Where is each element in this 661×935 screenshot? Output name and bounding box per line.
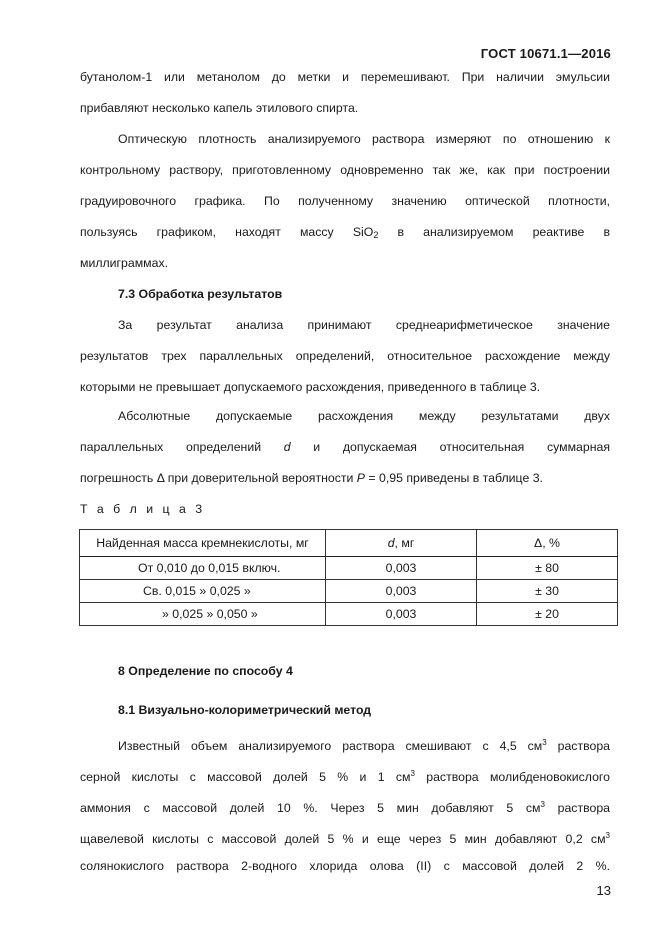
superscript: 3 — [605, 831, 610, 840]
text-line — [80, 727, 610, 758]
text-line: Оптическую плотность анализируемого раствора измеряют по отношению к — [118, 132, 610, 146]
table-row — [80, 603, 618, 626]
table-cell: ± 80 — [477, 557, 618, 580]
variable-p: P — [356, 471, 365, 485]
table-header-row — [80, 530, 618, 557]
paragraph-2 — [80, 124, 610, 279]
text-line — [80, 217, 610, 248]
text-line: градуировочного графика. По полученному значению оптической плотности, — [80, 194, 610, 208]
page-number: 13 — [596, 883, 611, 898]
text-fragment: , мг — [394, 536, 415, 550]
text-fragment: раствора — [544, 801, 610, 815]
table-cell: 0,003 — [326, 580, 477, 603]
paragraph-4 — [80, 401, 610, 494]
table-caption: Т а б л и ц а 3 — [80, 502, 206, 516]
text-fragment: параллельных определений — [80, 440, 284, 454]
text-line — [80, 820, 610, 851]
table-cell: 0,003 — [326, 603, 477, 626]
text-line: которыми не превышает допускаемого расхождения, приведенного в таблице 3. — [80, 380, 541, 394]
text-fragment: щавелевой кислоты с массовой долей 5 % и еще через 5 мин добавляют 0,2 см — [80, 832, 606, 846]
variable-d: d — [387, 536, 395, 550]
table-cell: Св. 0,015 » 0,025 » — [80, 580, 326, 603]
text-line: бутанолом-1 или метанолом до метки и перемешивают. При наличии эмульсии — [80, 70, 610, 84]
subscript: 2 — [373, 230, 379, 240]
text-line — [80, 432, 610, 463]
text-fragment: в анализируемом реактиве в — [378, 225, 610, 239]
paragraph-3 — [80, 310, 610, 403]
column-header-delta: Δ, % — [477, 530, 618, 557]
section-heading-7-3: 7.3 Обработка результатов — [118, 287, 283, 301]
paragraph-5 — [80, 727, 610, 882]
table-cell: ± 30 — [477, 580, 618, 603]
document-code: ГОСТ 10671.1—2016 — [480, 46, 611, 61]
text-fragment: погрешность Δ при доверительной вероятности — [80, 471, 357, 485]
text-fragment: пользуясь графиком, находят массу SiO — [80, 225, 374, 239]
section-heading-8-1: 8.1 Визуально-колориметрический метод — [118, 703, 372, 717]
column-header-mass: Найденная масса кремнекислоты, мг — [80, 530, 326, 557]
superscript: 3 — [542, 738, 547, 747]
text-line — [80, 789, 610, 820]
text-line: прибавляют несколько капель этилового спирта. — [80, 101, 359, 115]
text-fragment: = 0,95 приведены в таблице 3. — [364, 471, 543, 485]
text-line: солянокислого раствора 2-водного хлорида олова (II) с массовой долей 2 %. — [80, 859, 610, 873]
text-line: Абсолютные допускаемые расхождения между результатами двух — [118, 409, 610, 423]
text-fragment: серной кислоты с массовой долей 5 % и 1 см — [80, 770, 411, 784]
table-cell: ± 20 — [477, 603, 618, 626]
superscript: 3 — [410, 769, 415, 778]
paragraph-1 — [80, 62, 610, 124]
table-row — [80, 557, 618, 580]
variable-d: d — [283, 440, 291, 454]
table-cell: » 0,025 » 0,050 » — [80, 603, 326, 626]
text-fragment: раствора молибденовокислого — [414, 770, 610, 784]
text-line — [80, 758, 610, 789]
text-line: результатов трех параллельных определений, относительное расхождение между — [80, 349, 610, 363]
table-cell: 0,003 — [326, 557, 477, 580]
text-fragment: Известный объем анализируемого раствора смешивают с 4,5 см — [118, 739, 543, 753]
text-line — [80, 463, 610, 494]
superscript: 3 — [540, 800, 545, 809]
text-line: миллиграммах. — [80, 256, 169, 270]
text-line: За результат анализа принимают среднеарифметическое значение — [118, 318, 610, 332]
text-line: контрольному раствору, приготовленному одновременно так же, как при построении — [80, 163, 610, 177]
text-fragment: раствора — [546, 739, 610, 753]
column-header-d — [326, 530, 477, 557]
table-row — [80, 580, 618, 603]
text-fragment: и допускаемая относительная суммарная — [290, 440, 610, 454]
results-table — [79, 529, 618, 626]
table-cell: От 0,010 до 0,015 включ. — [80, 557, 326, 580]
section-heading-8: 8 Определение по способу 4 — [118, 664, 293, 678]
text-fragment: аммония с массовой долей 10 %. Через 5 мин добавляют 5 см — [80, 801, 541, 815]
